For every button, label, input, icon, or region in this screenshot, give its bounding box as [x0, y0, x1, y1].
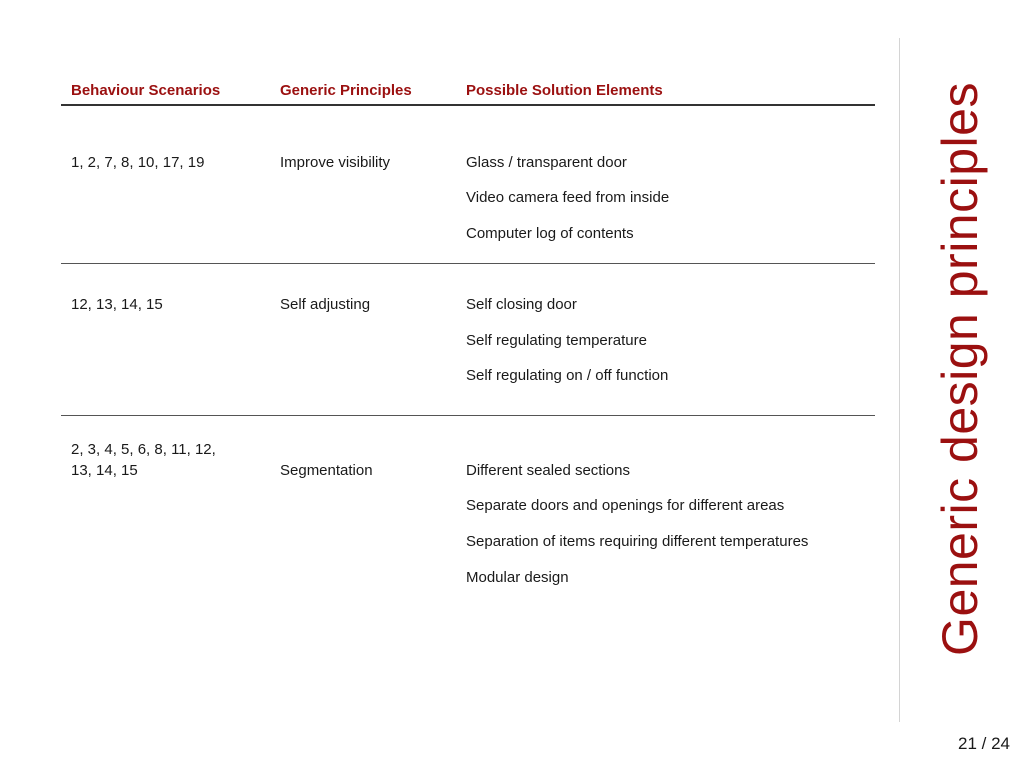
- solution-item: Separate doors and openings for different areas: [466, 497, 785, 514]
- solution-item: Self regulating temperature: [466, 332, 647, 349]
- header-possible-solution-elements: Possible Solution Elements: [466, 82, 663, 99]
- row-divider: [61, 415, 875, 416]
- solution-item: Different sealed sections: [466, 462, 630, 479]
- scenarios-cell: 1, 2, 7, 8, 10, 17, 19: [71, 154, 205, 171]
- header-behaviour-scenarios: Behaviour Scenarios: [71, 82, 221, 99]
- scenarios-cell-line2: 13, 14, 15: [71, 462, 138, 479]
- principle-cell: Segmentation: [280, 462, 373, 479]
- solution-item: Video camera feed from inside: [466, 189, 670, 206]
- solution-item: Self regulating on / off function: [466, 367, 669, 384]
- slide-title: Generic design principles: [932, 82, 988, 656]
- scenarios-cell-line1: 2, 3, 4, 5, 6, 8, 11, 12,: [71, 441, 216, 458]
- solution-item: Glass / transparent door: [466, 154, 627, 171]
- solution-item: Modular design: [466, 569, 569, 586]
- page-number: 21 / 24: [958, 734, 1010, 753]
- principle-cell: Improve visibility: [280, 154, 391, 171]
- principles-table: [61, 76, 875, 586]
- table-header-row: [61, 76, 875, 106]
- principle-cell: Self adjusting: [280, 296, 371, 313]
- scenarios-cell: 12, 13, 14, 15: [71, 296, 163, 313]
- solution-item: Computer log of contents: [466, 225, 634, 242]
- solution-item: Self closing door: [466, 296, 577, 313]
- row-divider: [61, 263, 875, 264]
- sidebar-divider: [899, 38, 900, 722]
- header-generic-principles: Generic Principles: [280, 82, 412, 99]
- solution-item: Separation of items requiring different temperatures: [466, 533, 809, 550]
